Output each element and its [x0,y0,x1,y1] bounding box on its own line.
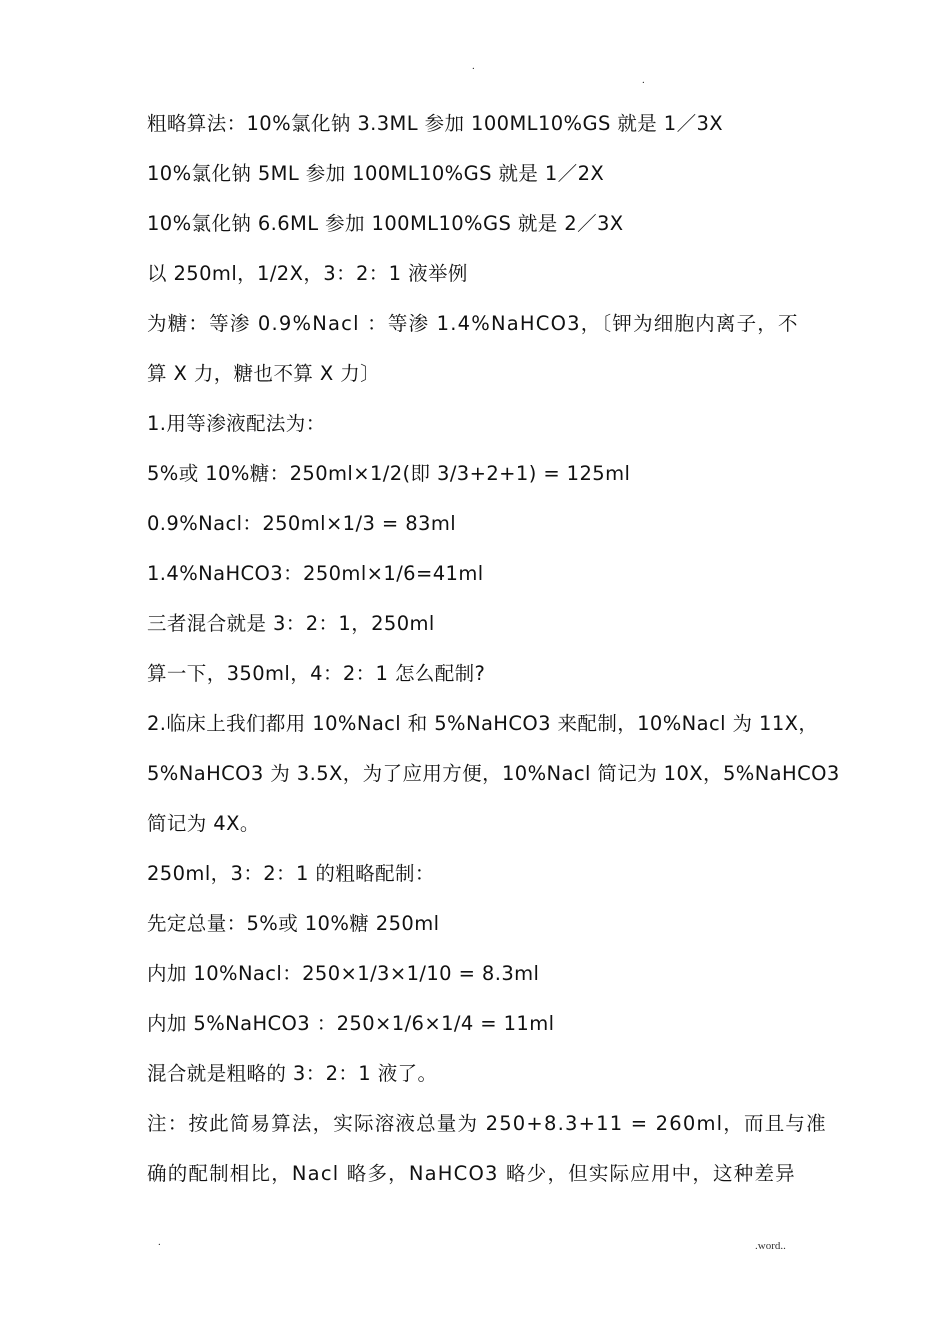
text-line: 以 250ml，1/2X，3：2：1 液举例 [147,262,468,285]
text-line: 10%氯化钠 5ML 参加 100ML10%GS 就是 1／2X [147,162,605,185]
text-line: 确的配制相比，Nacl 略多，NaHCO3 略少，但实际应用中，这种差异 [147,1162,796,1185]
text-line: 1.4%NaHCO3：250ml×1/6=41ml [147,562,484,585]
text-line: 为糖：等渗 0.9%Nacl ：等渗 1.4%NaHCO3，〔钾为细胞内离子，不 [147,312,799,335]
text-line: 2.临床上我们都用 10%Nacl 和 5%NaHCO3 来配制，10%Nacl 为 11X， [147,712,819,735]
text-line: 1.用等渗液配法为： [147,412,326,435]
text-line: 混合就是粗略的 3：2：1 液了。 [147,1062,438,1085]
text-line: 5%或 10%糖：250ml×1/2(即 3/3+2+1) = 125ml [147,462,631,485]
text-line: 注：按此简易算法，实际溶液总量为 250+8.3+11 = 260ml，而且与准 [147,1112,827,1135]
text-line: 5%NaHCO3 为 3.5X，为了应用方便，10%Nacl 简记为 10X，5%NaHCO3 [147,762,840,785]
text-line: 三者混合就是 3：2：1，250ml [147,612,435,635]
header-dot: . [472,60,475,72]
text-line: 算 X 力，糖也不算 X 力〕 [147,362,381,385]
text-line: 10%氯化钠 6.6ML 参加 100ML10%GS 就是 2／3X [147,212,624,235]
header-dot: . [642,74,645,86]
footer-word-mark: .word.. [755,1240,786,1252]
text-line: 内加 10%Nacl：250×1/3×1/10 = 8.3ml [147,962,540,985]
text-line: 内加 5%NaHCO3 ：250×1/6×1/4 = 11ml [147,1012,555,1035]
text-line: 算一下，350ml，4：2：1 怎么配制? [147,662,486,685]
text-line: 粗略算法：10%氯化钠 3.3ML 参加 100ML10%GS 就是 1／3X [147,112,724,135]
text-line: 先定总量：5%或 10%糖 250ml [147,912,440,935]
text-line: 简记为 4X。 [147,812,260,835]
document-body [147,99,840,1199]
text-line: 0.9%Nacl：250ml×1/3 = 83ml [147,512,457,535]
footer-dot: . [158,1236,161,1248]
text-line: 250ml，3：2：1 的粗略配制： [147,862,435,885]
